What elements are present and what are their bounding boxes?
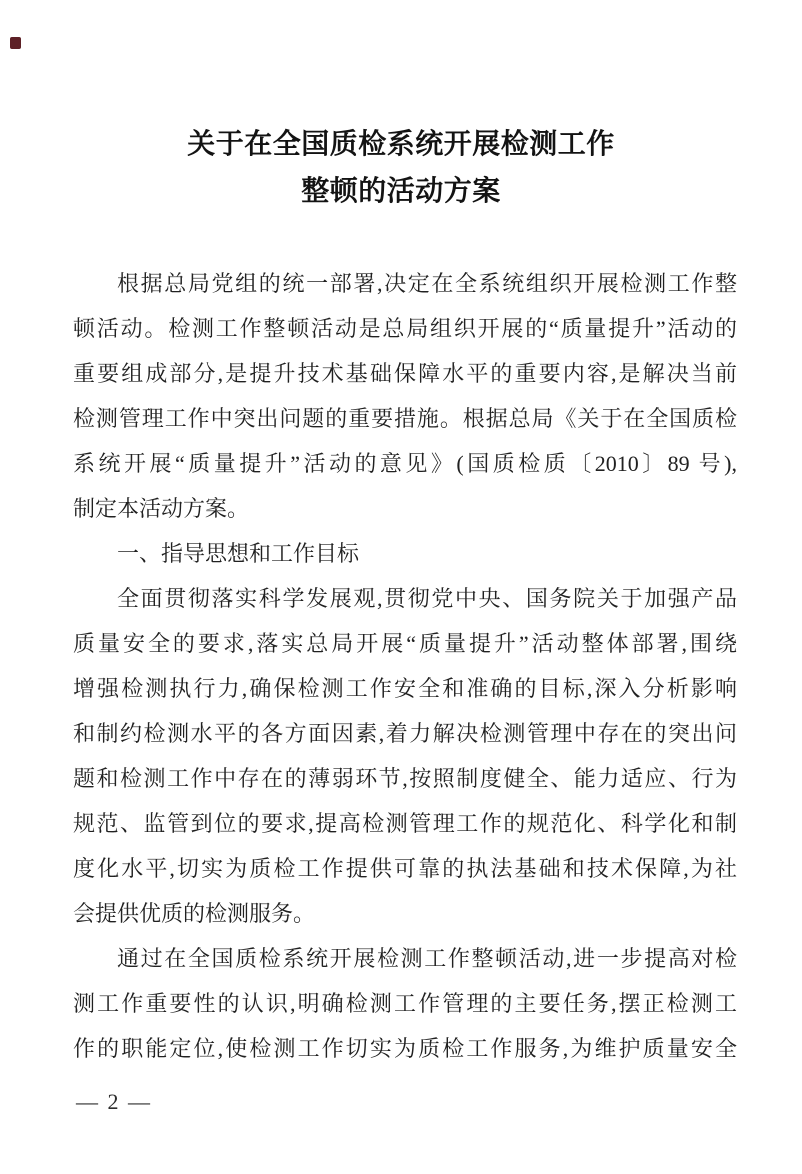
body-line: 和制约检测水平的各方面因素,着力解决检测管理中存在的突出问 — [73, 721, 737, 746]
document-body — [73, 261, 737, 1071]
page-number: — 2 — — [76, 1089, 152, 1114]
body-line: 测工作重要性的认识,明确检测工作管理的主要任务,摆正检测工 — [73, 991, 737, 1016]
body-line: 制定本活动方案。 — [73, 496, 250, 521]
body-line: 题和检测工作中存在的薄弱环节,按照制度健全、能力适应、行为 — [73, 766, 737, 791]
document-title-line-1: 关于在全国质检系统开展检测工作 — [187, 129, 615, 160]
body-line: 增强检测执行力,确保检测工作安全和准确的目标,深入分析影响 — [73, 676, 737, 701]
body-line: 通过在全国质检系统开展检测工作整顿活动,进一步提高对检 — [117, 946, 737, 971]
body-line: 顿活动。检测工作整顿活动是总局组织开展的“质量提升”活动的 — [73, 316, 737, 341]
body-line: 重要组成部分,是提升技术基础保障水平的重要内容,是解决当前 — [73, 361, 737, 386]
body-line: 系统开展“质量提升”活动的意见》(国质检质〔2010〕89 号), — [73, 451, 737, 476]
body-line: 质量安全的要求,落实总局开展“质量提升”活动整体部署,围绕 — [73, 631, 737, 656]
scan-artifact-mark — [10, 37, 21, 49]
document-title-line-2: 整顿的活动方案 — [301, 176, 501, 207]
body-line: 作的职能定位,使检测工作切实为质检工作服务,为维护质量安全 — [73, 1036, 737, 1061]
section-heading: 一、指导思想和工作目标 — [117, 541, 360, 566]
body-line: 根据总局党组的统一部署,决定在全系统组织开展检测工作整 — [117, 271, 737, 296]
document-title — [0, 121, 802, 215]
body-line: 规范、监管到位的要求,提高检测管理工作的规范化、科学化和制 — [73, 811, 737, 836]
body-line: 度化水平,切实为质检工作提供可靠的执法基础和技术保障,为社 — [73, 856, 737, 881]
body-line: 会提供优质的检测服务。 — [73, 901, 316, 926]
body-line: 全面贯彻落实科学发展观,贯彻党中央、国务院关于加强产品 — [117, 586, 737, 611]
body-line: 检测管理工作中突出问题的重要措施。根据总局《关于在全国质检 — [73, 406, 737, 431]
